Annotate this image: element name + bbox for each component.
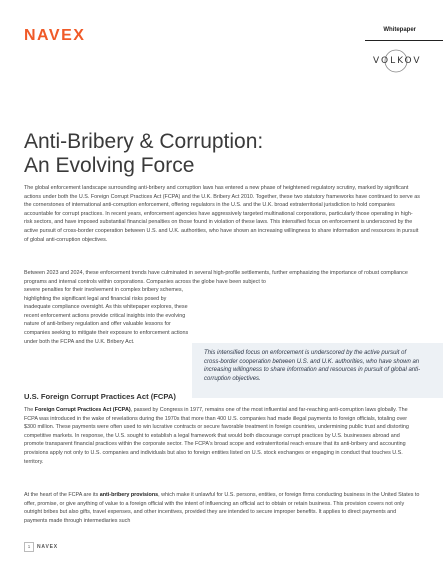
volkov-logo-text: VOLKOV <box>373 56 422 66</box>
anti-bribery-paragraph-bold: anti-bribery provisions <box>99 492 159 498</box>
paragraph-2-full: Between 2023 and 2024, these enforcement trends have culminated in several high-profile settlements, further emphasizing the importance of robust compliance programs and internal controls within corporations. Companies across the globe have been subject to <box>24 270 408 285</box>
anti-bribery-paragraph-post: , which make it unlawful for U.S. persons, entities, or foreign firms conducting business in the United States to offer, promise, or give anything of value to a foreign official with the intent of influencing an official act to obtain or retain business. This provision covers not only outright bribes but also gifts, travel expenses, and other incentives, provided they are intended to secure improper benefits. It applies to direct payments and payments made through intermediaries such <box>24 492 420 524</box>
document-type-label: Whitepaper <box>383 27 416 33</box>
anti-bribery-paragraph <box>24 491 420 525</box>
fcpa-paragraph <box>24 406 420 466</box>
page-title <box>24 130 404 178</box>
anti-bribery-paragraph-pre: At the heart of the FCPA are its <box>24 492 100 498</box>
header-divider <box>365 40 443 41</box>
paragraph-2-narrow: severe penalties for their involvement in complex bribery schemes, highlighting the significant legal and financial risks posed by inadequate compliance oversight. As this whitepaper explores, these recent enforcement actions provide critical insights into the evolving nature of anti-bribery regulation and offer valuable lessons for companies seeking to mitigate their exposure to enforcement actions under both the FCPA and the U.K. Bribery Act. <box>24 287 189 345</box>
intro-paragraph: The global enforcement landscape surrounding anti-bribery and corruption laws has entered a new phase of heightened regulatory scrutiny, marked by significant actions under both the U.S. Foreign Corrupt Practices Act (FCPA) and the U.K. Bribery Act 2010. Together, these two statutory frameworks have continued to serve as the cornerstones of international anti-corruption enforcement, offering regulators in the U.S. and the U.K. broad extraterritorial jurisdiction to hold companies accountable for corrupt practices. In recent years, enforcement agencies have aggressively targeted multinational corporations, particularly those operating in high-risk sectors, and have imposed substantial financial penalties on those found in violation of these laws. This intensified focus on enforcement is underscored by the active pursuit of cross-border cooperation between U.S. and U.K. authorities, who have shown an increasing willingness to share information and resources in pursuit of global anti-corruption objectives. <box>24 185 420 243</box>
fcpa-paragraph-bold: Foreign Corrupt Practices Act (FCPA) <box>34 407 131 413</box>
fcpa-paragraph-pre: The <box>24 407 35 413</box>
pull-quote-text: This intensified focus on enforcement is underscored by the active pursuit of cross-border cooperation between U.S. and U.K. authorities, who have shown an increasing willingness to share information and resources in pursuit of global anti-corruption objectives. <box>204 350 421 382</box>
volkov-logo <box>370 48 422 78</box>
fcpa-paragraph-post: , passed by Congress in 1977, remains one of the most influential and far-reaching anti-corruption laws globally. The FCPA was introduced in the wake of revelations during the 1970s that more than 400 U.S. companies had made illegal payments to foreign officials, totaling over $300 million. These payments were often used to win lucrative contracts or secure favorable treatment in foreign countries, undermining public trust and distorting competitive markets. In response, the U.S. sought to establish a legal framework that would both discourage corrupt practices by U.S. businesses abroad and promote transparent financial practices within the corporate sector. The FCPA's broad scope and extraterritorial reach ensure that its anti-bribery and accounting provisions apply not only to U.S. companies and individuals but also to foreign entities listed on U.S. stock exchanges or engaging in conduct that touches U.S. territory. <box>24 407 409 465</box>
pull-quote-box <box>192 343 443 398</box>
footer-brand: NAVEX <box>37 544 58 550</box>
title-line-2: An Evolving Force <box>24 154 195 177</box>
page-number: 1 <box>24 542 34 552</box>
navex-logo: NAVEX <box>24 27 86 44</box>
title-line-1: Anti-Bribery & Corruption: <box>24 130 264 153</box>
section-heading: U.S. Foreign Corrupt Practices Act (FCPA) <box>24 392 176 401</box>
